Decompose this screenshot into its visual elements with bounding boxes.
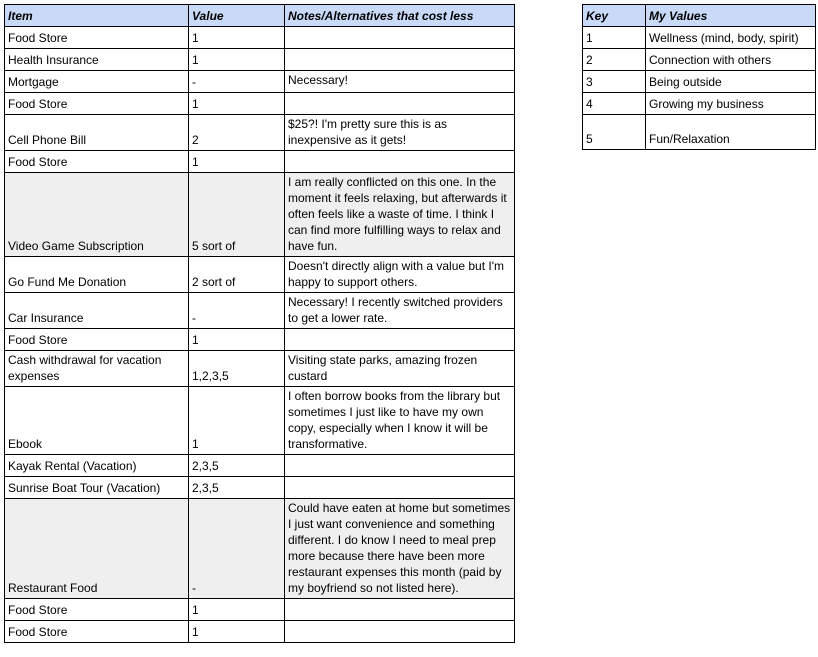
value-cell[interactable]: 2 xyxy=(189,115,285,151)
notes-cell[interactable]: I often borrow books from the library but sometimes I just like to have my own copy, especially when I know it will be transformative. xyxy=(285,387,515,455)
expense-table xyxy=(4,4,515,643)
values-key-table xyxy=(582,4,816,150)
item-cell[interactable]: Food Store xyxy=(5,93,189,115)
value-cell[interactable]: 1 xyxy=(189,93,285,115)
item-cell[interactable]: Sunrise Boat Tour (Vacation) xyxy=(5,477,189,499)
value-cell[interactable]: 1 xyxy=(189,621,285,643)
notes-cell[interactable] xyxy=(285,477,515,499)
value-cell[interactable]: 1 xyxy=(189,599,285,621)
key-cell[interactable]: 1 xyxy=(583,27,646,49)
item-cell[interactable]: Food Store xyxy=(5,621,189,643)
notes-cell[interactable]: Necessary! xyxy=(285,71,515,93)
table-row xyxy=(5,455,515,477)
item-cell[interactable]: Go Fund Me Donation xyxy=(5,257,189,293)
notes-cell[interactable] xyxy=(285,151,515,173)
table-row xyxy=(5,387,515,455)
table-row xyxy=(5,49,515,71)
header-my-values[interactable]: My Values xyxy=(646,5,816,27)
item-cell[interactable]: Health Insurance xyxy=(5,49,189,71)
notes-cell[interactable] xyxy=(285,455,515,477)
key-cell[interactable]: 2 xyxy=(583,49,646,71)
key-row xyxy=(583,93,816,115)
table-row xyxy=(5,477,515,499)
item-cell[interactable]: Food Store xyxy=(5,599,189,621)
value-cell[interactable]: 2,3,5 xyxy=(189,455,285,477)
value-name-cell[interactable]: Fun/Relaxation xyxy=(646,115,816,150)
table-row xyxy=(5,27,515,49)
header-key[interactable]: Key xyxy=(583,5,646,27)
value-cell[interactable]: 2,3,5 xyxy=(189,477,285,499)
value-cell[interactable]: 1 xyxy=(189,387,285,455)
notes-cell[interactable]: $25?! I'm pretty sure this is as inexpensive as it gets! xyxy=(285,115,515,151)
notes-cell[interactable]: Visiting state parks, amazing frozen custard xyxy=(285,351,515,387)
value-cell[interactable]: 1 xyxy=(189,49,285,71)
table-row xyxy=(5,351,515,387)
item-cell[interactable]: Cash withdrawal for vacation expenses xyxy=(5,351,189,387)
value-cell[interactable]: 1 xyxy=(189,329,285,351)
notes-cell[interactable] xyxy=(285,49,515,71)
notes-cell[interactable] xyxy=(285,93,515,115)
table-row xyxy=(5,599,515,621)
key-cell[interactable]: 3 xyxy=(583,71,646,93)
notes-cell[interactable] xyxy=(285,621,515,643)
table-row xyxy=(5,329,515,351)
value-cell[interactable]: 1 xyxy=(189,27,285,49)
value-cell[interactable]: - xyxy=(189,71,285,93)
value-cell[interactable]: 2 sort of xyxy=(189,257,285,293)
header-row xyxy=(5,5,515,27)
notes-cell[interactable]: Could have eaten at home but sometimes I just want convenience and something different. I do know I need to meal prep more because there have been more restaurant expenses this month (paid by my boyfriend so not listed here). xyxy=(285,499,515,599)
item-cell[interactable]: Food Store xyxy=(5,27,189,49)
notes-cell[interactable] xyxy=(285,27,515,49)
value-cell[interactable]: - xyxy=(189,499,285,599)
table-row xyxy=(5,151,515,173)
notes-cell[interactable] xyxy=(285,599,515,621)
value-name-cell[interactable]: Wellness (mind, body, spirit) xyxy=(646,27,816,49)
notes-cell[interactable]: Necessary! I recently switched providers to get a lower rate. xyxy=(285,293,515,329)
header-notes[interactable]: Notes/Alternatives that cost less xyxy=(285,5,515,27)
item-cell[interactable]: Ebook xyxy=(5,387,189,455)
table-row xyxy=(5,93,515,115)
table-row xyxy=(5,173,515,257)
value-cell[interactable]: 1,2,3,5 xyxy=(189,351,285,387)
notes-cell[interactable]: I am really conflicted on this one. In the moment it feels relaxing, but afterwards it often feels like a waste of time. I think I can find more fulfilling ways to relax and have fun. xyxy=(285,173,515,257)
table-row xyxy=(5,71,515,93)
value-name-cell[interactable]: Growing my business xyxy=(646,93,816,115)
item-cell[interactable]: Car Insurance xyxy=(5,293,189,329)
item-cell[interactable]: Kayak Rental (Vacation) xyxy=(5,455,189,477)
key-row xyxy=(583,71,816,93)
item-cell[interactable]: Restaurant Food xyxy=(5,499,189,599)
key-header-row xyxy=(583,5,816,27)
table-row xyxy=(5,293,515,329)
notes-cell[interactable] xyxy=(285,329,515,351)
value-name-cell[interactable]: Being outside xyxy=(646,71,816,93)
value-cell[interactable]: - xyxy=(189,293,285,329)
header-value[interactable]: Value xyxy=(189,5,285,27)
value-cell[interactable]: 1 xyxy=(189,151,285,173)
value-cell[interactable]: 5 sort of xyxy=(189,173,285,257)
item-cell[interactable]: Mortgage xyxy=(5,71,189,93)
value-name-cell[interactable]: Connection with others xyxy=(646,49,816,71)
key-row xyxy=(583,49,816,71)
header-item[interactable]: Item xyxy=(5,5,189,27)
table-row xyxy=(5,499,515,599)
key-row xyxy=(583,27,816,49)
item-cell[interactable]: Video Game Subscription xyxy=(5,173,189,257)
table-row xyxy=(5,257,515,293)
table-row xyxy=(5,115,515,151)
item-cell[interactable]: Cell Phone Bill xyxy=(5,115,189,151)
item-cell[interactable]: Food Store xyxy=(5,329,189,351)
notes-cell[interactable]: Doesn't directly align with a value but I'm happy to support others. xyxy=(285,257,515,293)
key-cell[interactable]: 5 xyxy=(583,115,646,150)
key-cell[interactable]: 4 xyxy=(583,93,646,115)
table-row xyxy=(5,621,515,643)
key-row xyxy=(583,115,816,150)
item-cell[interactable]: Food Store xyxy=(5,151,189,173)
